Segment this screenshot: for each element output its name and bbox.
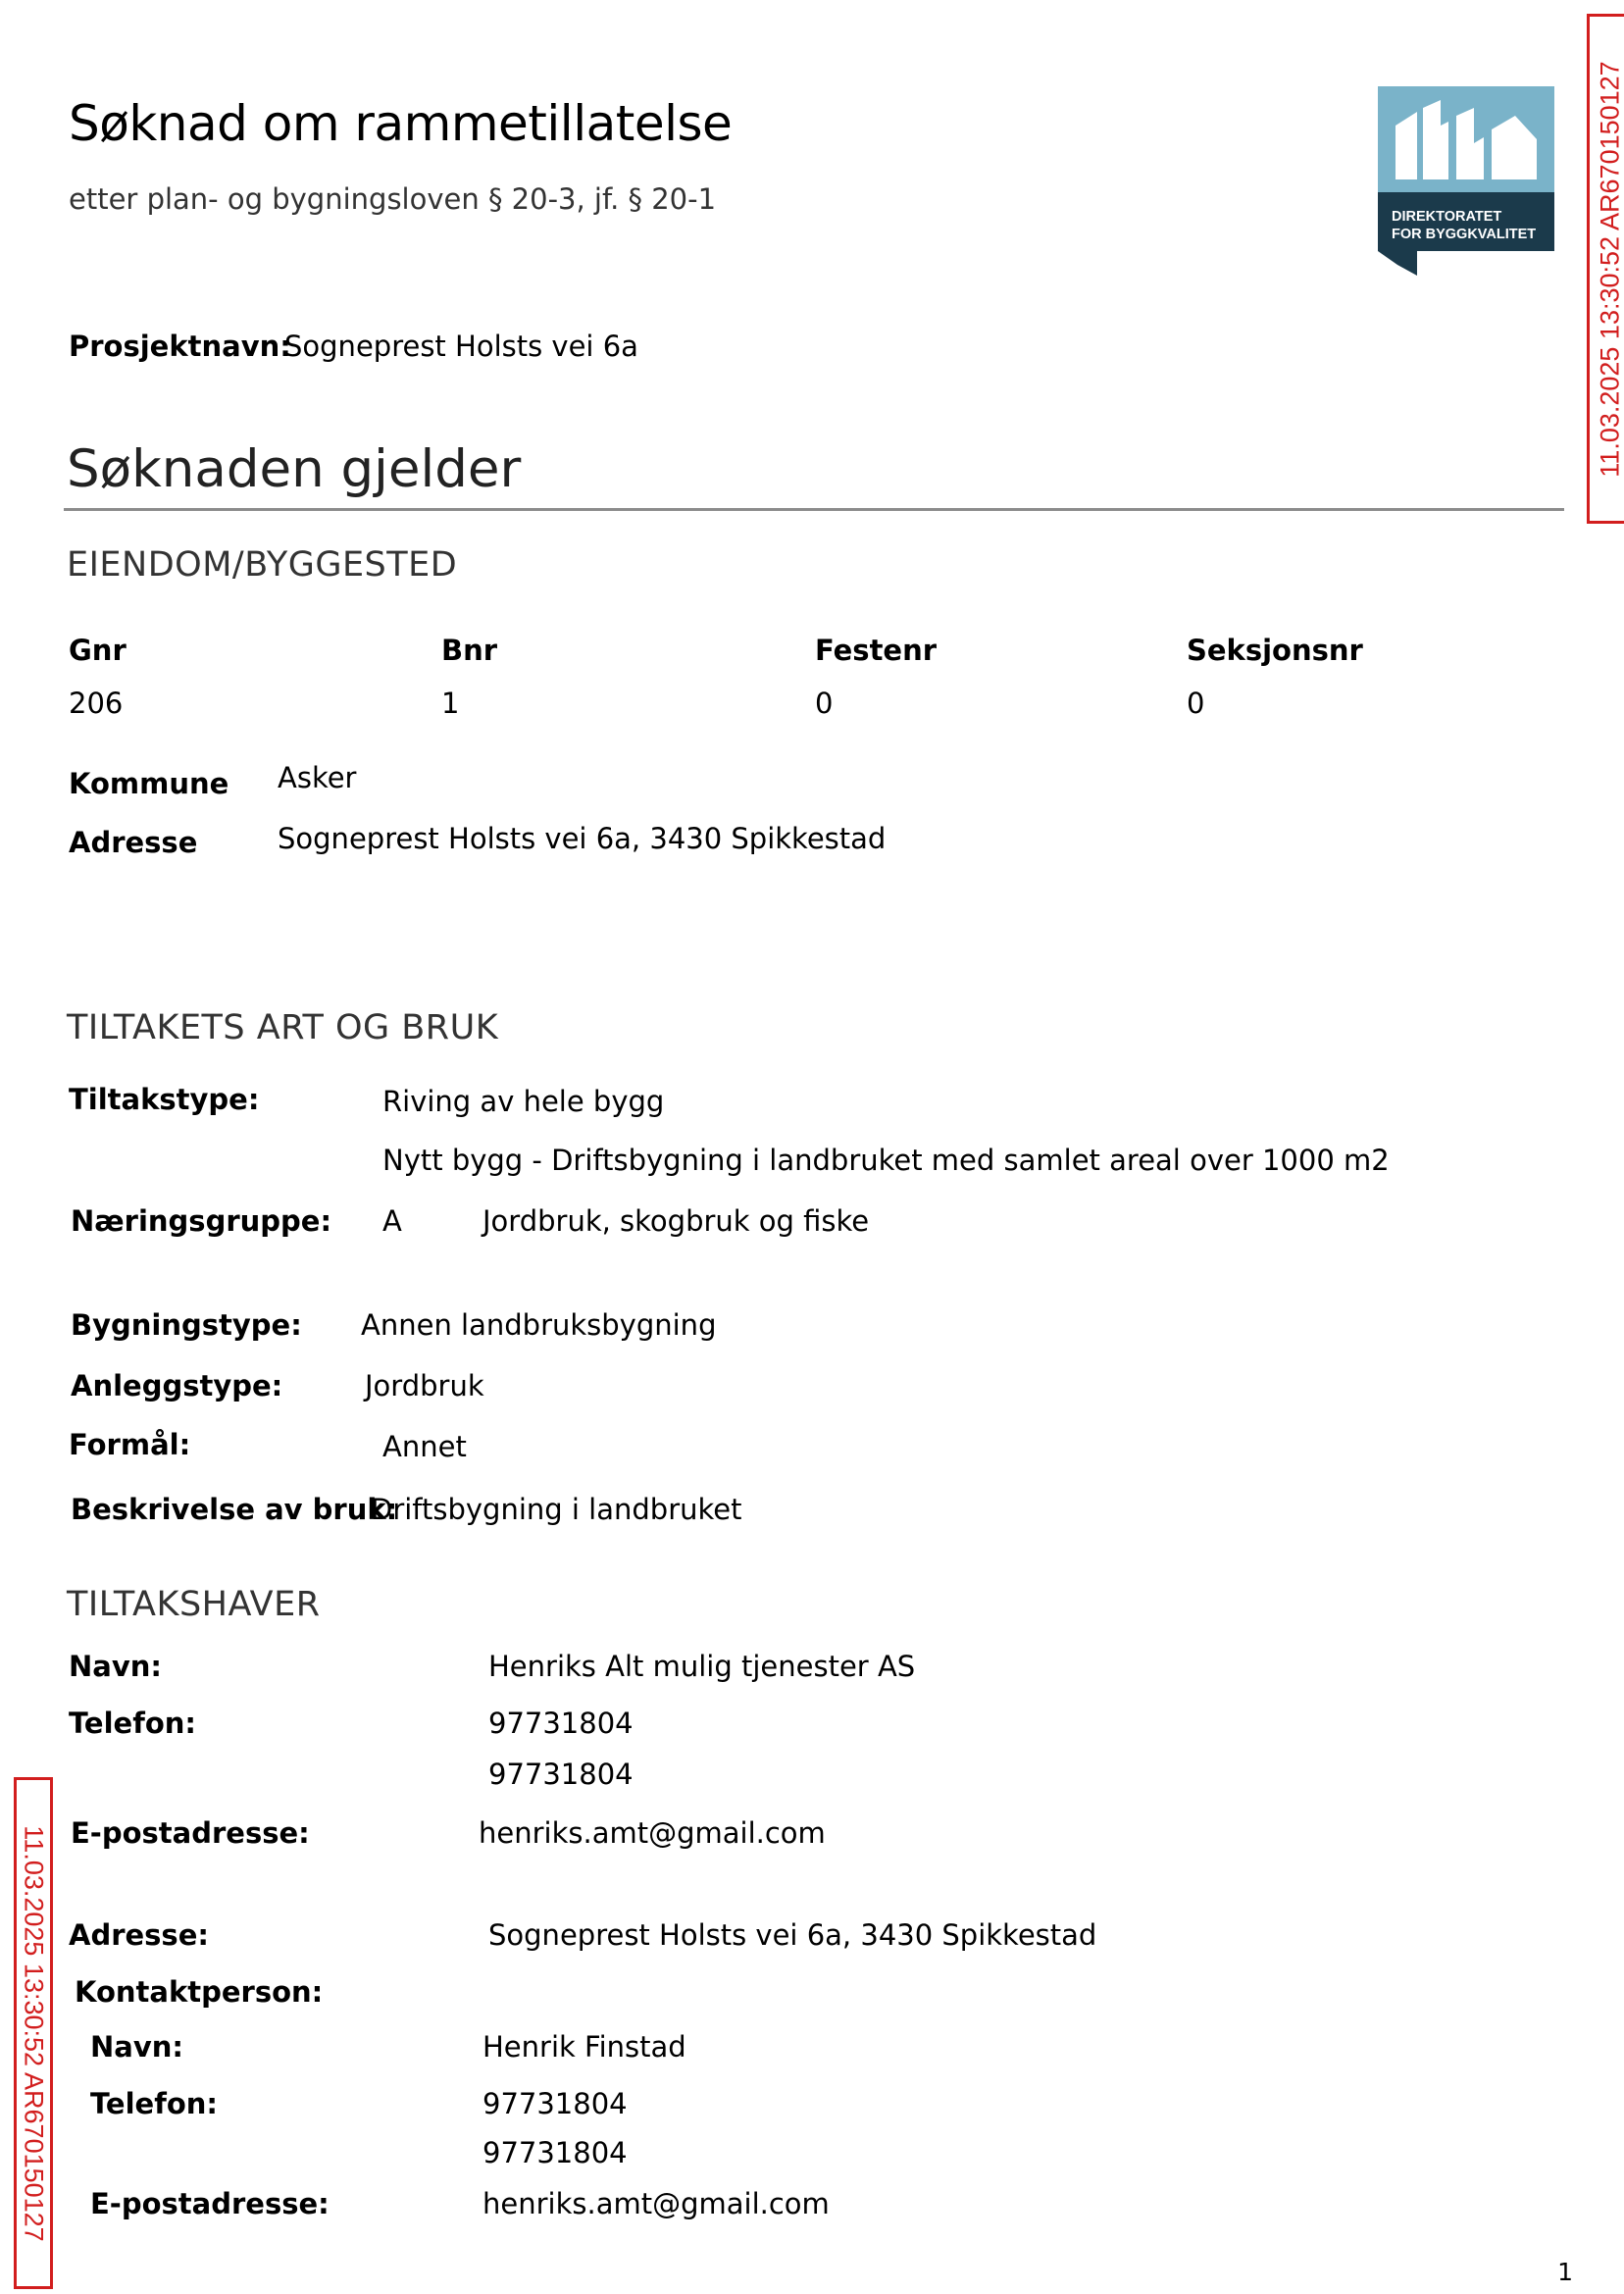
seksjonsnr-label: Seksjonsnr bbox=[1187, 634, 1363, 667]
naeringsgruppe-text: Jordbruk, skogbruk og fiske bbox=[482, 1204, 870, 1238]
tiltakstype-value-2: Nytt bygg - Driftsbygning i landbruket med samlet areal over 1000 m2 bbox=[382, 1144, 1390, 1177]
bnr-label: Bnr bbox=[441, 634, 498, 667]
festenr-label: Festenr bbox=[815, 634, 938, 667]
kontakt-telefon-1: 97731804 bbox=[482, 2087, 628, 2120]
tiltakshaver-telefon-label: Telefon: bbox=[69, 1707, 196, 1740]
gnr-value: 206 bbox=[69, 687, 124, 720]
tiltakstype-label: Tiltakstype: bbox=[69, 1083, 260, 1116]
bygningstype-label: Bygningstype: bbox=[71, 1308, 302, 1342]
seksjonsnr-value: 0 bbox=[1187, 687, 1205, 720]
anleggstype-value: Jordbruk bbox=[365, 1369, 484, 1402]
tiltakshaver-adresse-label: Adresse: bbox=[69, 1918, 209, 1952]
tiltakshaver-telefon-2: 97731804 bbox=[488, 1758, 634, 1791]
tiltakshaver-navn-label: Navn: bbox=[69, 1650, 162, 1683]
kontakt-telefon-label: Telefon: bbox=[90, 2087, 218, 2120]
page-title: Søknad om rammetillatelse bbox=[69, 95, 733, 152]
formaal-label: Formål: bbox=[69, 1428, 191, 1461]
archive-stamp-bottom-text: 11.03.2025 13:30:52 AR670150127 bbox=[19, 1824, 49, 2242]
tiltakshaver-adresse-value: Sogneprest Holsts vei 6a, 3430 Spikkestad bbox=[488, 1918, 1097, 1952]
bygningstype-value: Annen landbruksbygning bbox=[361, 1308, 717, 1342]
beskrivelse-value: Driftsbygning i landbruket bbox=[371, 1493, 742, 1526]
anleggstype-label: Anleggstype: bbox=[71, 1369, 283, 1402]
adresse-value: Sogneprest Holsts vei 6a, 3430 Spikkestad bbox=[278, 822, 887, 855]
formaal-value: Annet bbox=[382, 1430, 467, 1463]
gnr-label: Gnr bbox=[69, 634, 127, 667]
archive-stamp-bottom bbox=[14, 1777, 53, 2289]
archive-stamp-top-text: 11.03.2025 13:30:52 AR670150127 bbox=[1595, 60, 1624, 478]
tiltakshaver-telefon-1: 97731804 bbox=[488, 1707, 634, 1740]
naeringsgruppe-code: A bbox=[382, 1204, 402, 1238]
logo-line1: DIREKTORATET bbox=[1392, 209, 1502, 225]
dibk-logo bbox=[1378, 86, 1554, 276]
tiltakshaver-epost-value: henriks.amt@gmail.com bbox=[479, 1816, 826, 1850]
kontakt-navn-value: Henrik Finstad bbox=[482, 2030, 686, 2064]
festenr-value: 0 bbox=[815, 687, 834, 720]
bnr-value: 1 bbox=[441, 687, 460, 720]
kommune-label: Kommune bbox=[69, 767, 229, 800]
kontaktperson-label: Kontaktperson: bbox=[75, 1975, 324, 2009]
kommune-value: Asker bbox=[278, 761, 357, 794]
heading-divider bbox=[64, 508, 1564, 511]
logo-line2: FOR BYGGKVALITET bbox=[1392, 227, 1537, 242]
tiltakshaver-section-title: TILTAKSHAVER bbox=[67, 1585, 321, 1624]
dibk-logo-graphic bbox=[1378, 86, 1554, 276]
naeringsgruppe-label: Næringsgruppe: bbox=[71, 1204, 332, 1238]
beskrivelse-label: Beskrivelse av bruk: bbox=[71, 1493, 398, 1526]
tiltak-section-title: TILTAKETS ART OG BRUK bbox=[67, 1008, 499, 1047]
project-value: Sogneprest Holsts vei 6a bbox=[284, 330, 638, 363]
kontakt-telefon-2: 97731804 bbox=[482, 2136, 628, 2169]
property-section-title: EIENDOM/BYGGESTED bbox=[67, 545, 458, 585]
page-number: 1 bbox=[1557, 2258, 1573, 2286]
section-heading: Søknaden gjelder bbox=[67, 439, 522, 499]
tiltakstype-value-1: Riving av hele bygg bbox=[382, 1085, 665, 1118]
archive-stamp-top bbox=[1587, 14, 1624, 524]
kontakt-epost-value: henriks.amt@gmail.com bbox=[482, 2187, 830, 2220]
tiltakshaver-epost-label: E-postadresse: bbox=[71, 1816, 310, 1850]
kontakt-navn-label: Navn: bbox=[90, 2030, 183, 2064]
page-subtitle: etter plan- og bygningsloven § 20-3, jf. § 20-1 bbox=[69, 182, 717, 216]
adresse-label: Adresse bbox=[69, 826, 198, 859]
kontakt-epost-label: E-postadresse: bbox=[90, 2187, 330, 2220]
project-label: Prosjektnavn: bbox=[69, 330, 291, 363]
tiltakshaver-navn-value: Henriks Alt mulig tjenester AS bbox=[488, 1650, 916, 1683]
